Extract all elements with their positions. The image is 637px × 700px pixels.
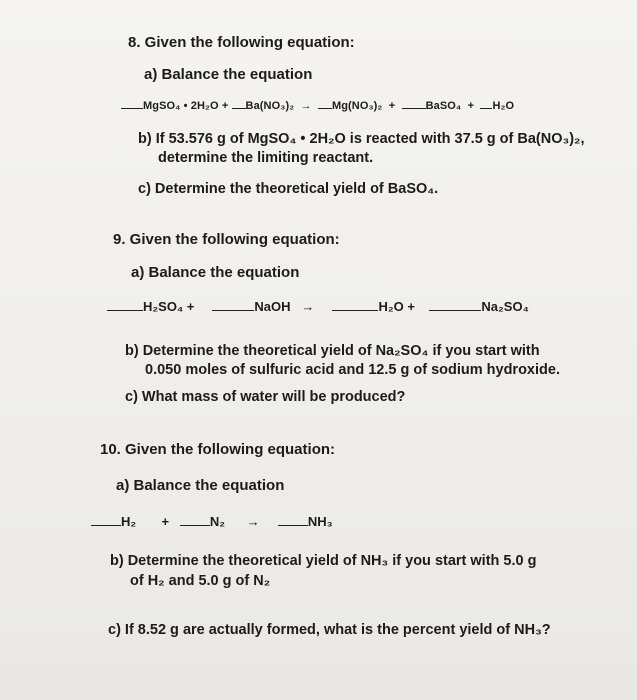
q10-blank-1[interactable] — [91, 515, 121, 526]
q8-reactant-1: MgSO₄ • 2H₂O — [143, 100, 219, 112]
q9-title: 9. Given the following equation: — [113, 231, 340, 248]
q9-arrow: → — [301, 299, 315, 314]
q9-part-c: c) What mass of water will be produced? — [125, 389, 406, 405]
q10-reactant-2: N₂ — [209, 514, 226, 529]
q9-product-2: Na₂SO₄ — [481, 299, 529, 314]
q9-product-1: H₂O + — [378, 299, 415, 314]
q8-blank-4[interactable] — [402, 98, 426, 109]
q8-blank-2[interactable] — [232, 98, 246, 109]
q9-reactant-2: NaOH — [254, 299, 291, 314]
q10-reactant-1: H₂ — [121, 514, 137, 529]
q8-blank-3[interactable] — [318, 98, 332, 109]
q8-reactant-2: Ba(NO₃)₂ — [245, 100, 295, 112]
q8-title: 8. Given the following equation: — [128, 34, 355, 51]
q10-part-b-line2: of H₂ and 5.0 g of N₂ — [130, 573, 271, 589]
q9-blank-2[interactable] — [212, 300, 254, 311]
q8-part-b-line2: determine the limiting reactant. — [158, 150, 374, 166]
q10-equation — [91, 514, 333, 529]
q10-blank-2[interactable] — [180, 515, 210, 526]
q9-part-a: a) Balance the equation — [131, 264, 300, 281]
q9-blank-3[interactable] — [332, 300, 378, 311]
q8-product-3: H₂O — [492, 100, 515, 112]
q9-blank-4[interactable] — [429, 300, 481, 311]
q9-equation — [107, 299, 529, 314]
q8-plus-2: + — [388, 100, 396, 112]
q10-blank-3[interactable] — [278, 515, 308, 526]
q10-part-c: c) If 8.52 g are actually formed, what is the percent yield of NH₃? — [108, 622, 551, 638]
q9-reactant-1: H₂SO₄ + — [143, 299, 195, 314]
q8-blank-5[interactable] — [480, 98, 492, 109]
q8-arrow: → — [300, 100, 312, 112]
q8-product-2: BaSO₄ — [425, 100, 462, 112]
q8-part-a: a) Balance the equation — [144, 66, 313, 83]
q8-plus-3: + — [467, 100, 475, 112]
q10-part-a: a) Balance the equation — [116, 477, 285, 494]
q8-blank-1[interactable] — [121, 98, 143, 109]
q10-arrow: → — [246, 514, 260, 529]
q8-product-1: Mg(NO₃)₂ — [331, 100, 383, 112]
q8-part-b-line1: b) If 53.576 g of MgSO₄ • 2H₂O is reacted with 37.5 g of Ba(NO₃)₂, — [138, 131, 585, 147]
q9-part-b-line2: 0.050 moles of sulfuric acid and 12.5 g of sodium hydroxide. — [145, 362, 560, 378]
q8-plus-1: + — [221, 100, 229, 112]
q9-blank-1[interactable] — [107, 300, 143, 311]
q8-part-c: c) Determine the theoretical yield of BaSO₄. — [138, 181, 439, 197]
q10-plus-1: + — [161, 514, 170, 529]
q8-equation — [121, 98, 514, 112]
q9-part-b-line1: b) Determine the theoretical yield of Na₂SO₄ if you start with — [125, 343, 540, 359]
q10-product-1: NH₃ — [307, 514, 333, 529]
q10-title: 10. Given the following equation: — [100, 441, 336, 458]
q10-part-b-line1: b) Determine the theoretical yield of NH₃ if you start with 5.0 g — [110, 553, 537, 569]
